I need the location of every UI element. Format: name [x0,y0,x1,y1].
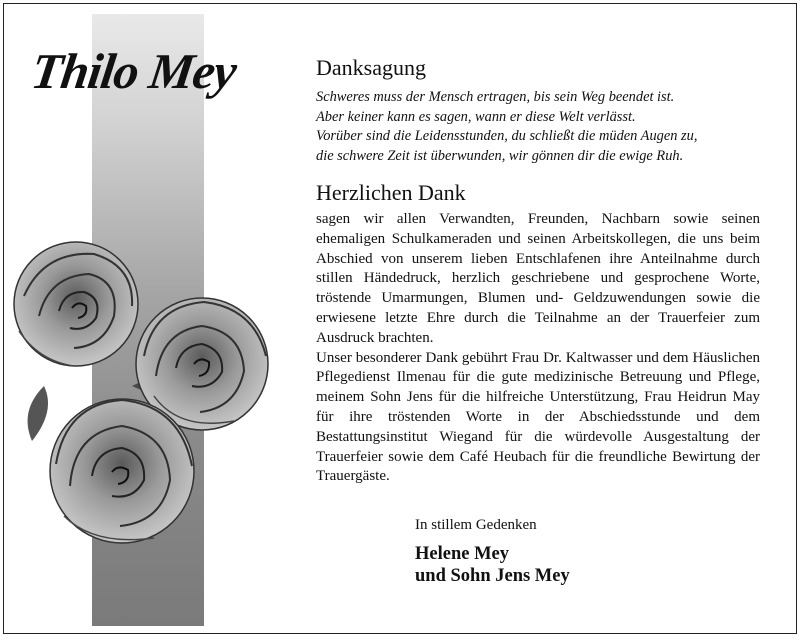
leaf-icon [28,386,48,441]
heading: Danksagung [316,55,426,80]
thanks-paragraph: Unser besonderer Dank gebührt Frau Dr. Kaltwasser und dem Häuslichen Pflegedienst Ilmenau für die gute medizinische Betreuung und Pflege, meinem Sohn Jens für die hilfreiche Unterstützung, Frau Heidrun May für ihre tröstenden Worte in der Abschiedsstunde und dem Bestattungsinstitut Wiegand für die würdevolle Ausgestaltung der Trauerfeier sowie dem Café Heubach für die freundliche Bewirtung der Trauergäste. [316,349,760,485]
text-column [316,54,760,487]
poem-line: Schweres muss der Mensch ertragen, bis sein Weg beendet ist. [316,89,675,105]
rose-icon [14,242,138,366]
closing-text: In stillem Gedenken [415,517,537,533]
poem-line: Vorüber sind die Leidensstunden, du schließt die müden Augen zu, [316,128,698,144]
signature-block [415,515,570,587]
thanks-heading: Herzlichen Dank [316,180,466,205]
signer-name: und Sohn Jens Mey [415,566,570,586]
roses-image [4,236,294,566]
thanks-text [316,210,760,487]
signer-name: Helene Mey [415,544,509,564]
poem-line: Aber keiner kann es sagen, wann er diese Welt verlässt. [316,108,636,125]
poem-line: die schwere Zeit ist überwunden, wir gönnen dir die ewige Ruh. [316,147,684,164]
poem [316,88,760,166]
obituary-card [3,3,797,634]
deceased-name: Thilo Mey [28,43,240,99]
rose-icon [50,399,194,543]
thanks-paragraph: sagen wir allen Verwandten, Freunden, Nachbarn sowie seinen ehemaligen Schulkameraden und seinen Arbeitskollegen, die uns beim Abschied von unserem lieben Entschlafenen ihre Anteilnahme durch stillen Händedruck, herzlich geschriebene und gesprochene Worte, tröstende Umarmungen, Blumen und- Geldzuwendungen sowie die erwiesene letzte Ehre durch die Teilnahme an der Trauerfeier zum Ausdruck brachten. [316,211,760,346]
